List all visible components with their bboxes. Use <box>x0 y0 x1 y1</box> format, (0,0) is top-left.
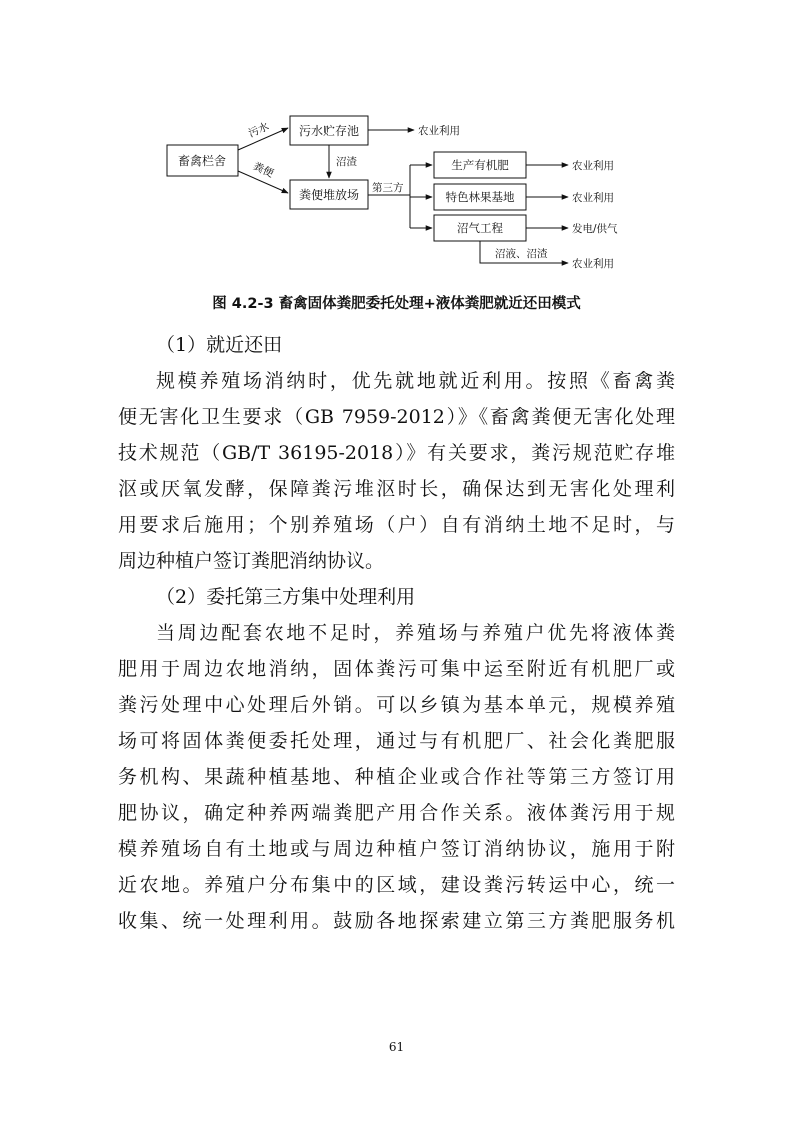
paragraph-line: 场可将固体粪便委托处理，通过与有机肥厂、社会化粪肥服 <box>118 730 675 752</box>
paragraph-line: 沤或厌氧发酵，保障粪污堆沤时长，确保达到无害化处理利 <box>118 478 675 500</box>
paragraph-line: 近农地。养殖户分布集中的区域，建设粪污转运中心，统一 <box>118 874 675 896</box>
power-gas-label: 发电/供气 <box>572 223 618 235</box>
final-agri-label: 农业利用 <box>572 258 614 270</box>
sewage-edge-label: 污水 <box>246 120 271 141</box>
barn-label: 畜禽栏舍 <box>177 154 227 168</box>
paragraph-line: 便无害化卫生要求（GB 7959-2012）》《畜禽粪便无害化处理 <box>118 406 675 428</box>
paragraph-line: 收集、统一处理利用。鼓励各地探索建立第三方粪肥服务机 <box>118 910 675 932</box>
biogas-label: 沼气工程 <box>457 221 503 235</box>
fertilizer-agri-label: 农业利用 <box>572 160 614 172</box>
organic-fertilizer-label: 生产有机肥 <box>451 158 509 172</box>
digestate-label: 沼液、沼渣 <box>495 248 548 260</box>
manure-yard-label: 粪便堆放场 <box>298 188 360 202</box>
body-text <box>118 327 675 939</box>
paragraph-line: 周边种植户签订粪肥消纳协议。 <box>118 550 385 572</box>
paragraph-line: 粪污处理中心处理后外销。可以乡镇为基本单元，规模养殖 <box>118 694 675 716</box>
section1-heading: （1）就近还田 <box>156 334 283 356</box>
paragraph-line: 技术规范（GB/T 36195-2018）》有关要求，粪污规范贮存堆 <box>118 442 675 464</box>
paragraph-line: 肥用于周边农地消纳，固体粪污可集中运至附近有机肥厂或 <box>118 658 675 680</box>
paragraph-line: 肥协议，确定种养两端粪肥产用合作关系。液体粪污用于规 <box>118 802 675 824</box>
residue-edge-label: 沼渣 <box>336 156 357 168</box>
manure-edge-label: 粪便 <box>251 160 276 181</box>
flow-diagram <box>0 0 793 290</box>
orchard-base-label: 特色林果基地 <box>445 190 515 204</box>
sewage-tank-label: 污水贮存池 <box>298 124 360 138</box>
orchard-agri-label: 农业利用 <box>572 192 614 204</box>
sewage-agri-label: 农业利用 <box>418 125 460 137</box>
third-party-label: 第三方 <box>372 182 404 194</box>
paragraph-line: 模养殖场自有土地或与周边种植户签订消纳协议，施用于附 <box>118 838 675 860</box>
paragraph-line: 规模养殖场消纳时，优先就地就近利用。按照《畜禽粪 <box>156 370 675 392</box>
paragraph-line: 当周边配套农地不足时，养殖场与养殖户优先将液体粪 <box>156 622 675 644</box>
paragraph-line: 务机构、果蔬种植基地、种植企业或合作社等第三方签订用 <box>118 766 675 788</box>
section2-heading: （2）委托第三方集中处理利用 <box>156 586 416 608</box>
paragraph-line: 用要求后施用；个别养殖场（户）自有消纳土地不足时，与 <box>118 514 675 536</box>
figure-caption: 图 4.2-3 畜禽固体粪肥委托处理+液体粪肥就近还田模式 <box>212 296 581 312</box>
page-number: 61 <box>388 1040 405 1054</box>
